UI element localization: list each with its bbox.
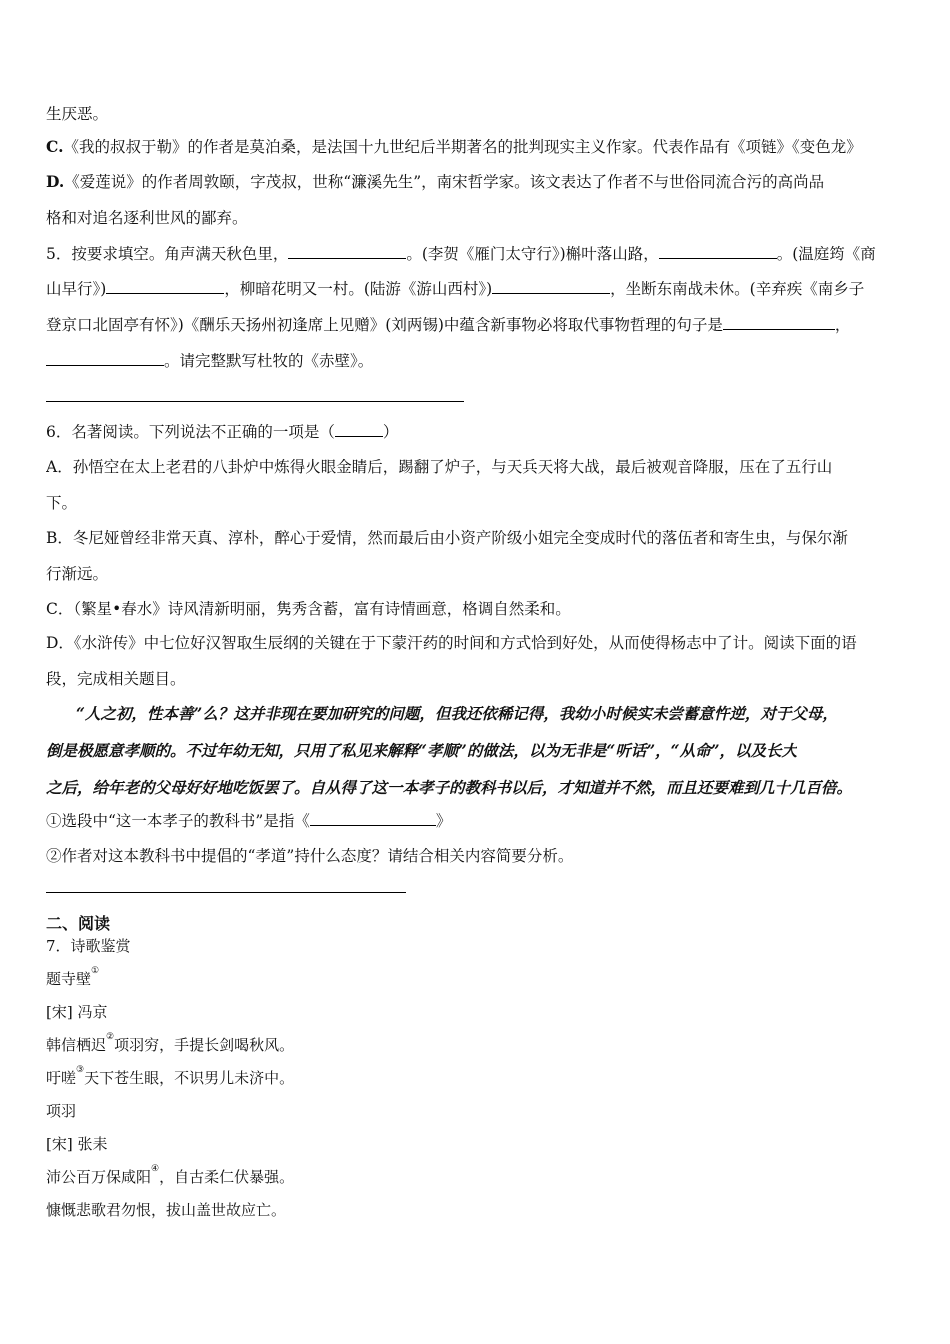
q6-stem [46, 420, 398, 442]
poem-text: 天下苍生眼，不识男儿未济中。 [84, 1069, 295, 1087]
poem-1-title [46, 968, 99, 989]
poem-title: 题寺壁 [46, 970, 92, 988]
q6-text: ） [382, 423, 399, 441]
fill-blank[interactable] [310, 810, 436, 826]
q5-text: 。(温庭筠《商 [776, 245, 876, 263]
option-d-line [46, 170, 824, 192]
option-text: C．（繁星•春水》诗风清新明丽，隽秀含蓄，富有诗情画意，格调自然柔和。 [46, 600, 571, 618]
fill-blank[interactable] [106, 278, 224, 294]
subq-text: ①选段中“这一本孝子的教科书”是指《 [46, 812, 310, 830]
poem-text: 沛公百万保咸阳 [46, 1168, 152, 1186]
q5-text: 登京口北固亭有怀》)《酬乐天扬州初逢席上见赠》(刘两锡)中蕴含新事物必将取代事物哲理的句子是 [46, 316, 723, 334]
fill-blank[interactable] [288, 243, 406, 259]
option-d-line-2 [46, 206, 248, 228]
poem-text: ，自古柔仁伏暴强。 [159, 1168, 295, 1186]
poem-1-author [46, 1001, 107, 1022]
option-text: 下。 [46, 494, 78, 512]
poem-text: 项羽穷，手提长剑喝秋风。 [114, 1036, 295, 1054]
poem-author: [宋] 张耒 [46, 1135, 108, 1153]
option-text: 《我的叔叔于勒》的作者是莫泊桑，是法国十九世纪后半期著名的批判现实主义作家。代表作品有《项链》《变色龙》 [63, 138, 862, 156]
poem-1-line-2 [46, 1067, 294, 1088]
section-title-text: 二、阅读 [46, 914, 111, 933]
option-text: 段，完成相关题目。 [46, 670, 186, 688]
option-text: B．冬尼娅曾经非常天真、淳朴，醉心于爱情，然而最后由小资产阶级小姐完全变成时代的落伍者和寄生虫，与保尔渐 [46, 529, 848, 547]
passage-line-3 [46, 776, 852, 798]
passage-text: “人之初，性本善”么？这并非现在要加研究的问题，但我还依稀记得，我幼小时候实未尝蓄意忤逆，对于父母， [76, 704, 838, 723]
poem-1-line-1 [46, 1034, 294, 1055]
text: 生厌恶。 [46, 105, 109, 123]
footnote-marker: ③ [76, 1065, 85, 1075]
passage-line-1 [76, 702, 838, 724]
q5-text: 5．按要求填空。角声满天秋色里， [46, 245, 289, 263]
q6-option-d [46, 631, 857, 653]
answer-line[interactable] [46, 401, 464, 402]
poem-2-line-1 [46, 1166, 294, 1187]
option-text: 《爱莲说》的作者周敦颐，字茂叔，世称“濂溪先生”，南宋哲学家。该文表达了作者不与世俗同流合污的高尚品 [64, 173, 825, 191]
poem-author: [宋] 冯京 [46, 1003, 108, 1021]
q6-option-a-2 [46, 491, 77, 513]
poem-text: 慷慨悲歌君勿恨，拔山盖世故应亡。 [46, 1201, 287, 1219]
option-text: 格和对追名逐利世风的鄙弃。 [46, 209, 248, 227]
fill-blank[interactable] [46, 350, 164, 366]
subq-text: 》 [435, 812, 452, 830]
subquestion-2 [46, 844, 573, 866]
q5-text: ，柳暗花明又一村。(陆游《游山西村》) [224, 280, 493, 298]
option-label: D. [46, 172, 65, 191]
q6-option-d-2 [46, 667, 186, 689]
text-line [46, 102, 108, 124]
passage-text: 之后，给年老的父母好好地吃饭罢了。自从得了这一本孝子的教科书以后，才知道并不然，而且还要难到几十几百倍。 [46, 778, 853, 797]
q5-text: ， [834, 316, 851, 334]
footnote-marker: ④ [151, 1164, 160, 1174]
poem-text: 韩信栖迟 [46, 1036, 107, 1054]
fill-blank[interactable] [723, 314, 835, 330]
poem-text: 吁嗟 [46, 1069, 77, 1087]
q6-option-b-2 [46, 562, 108, 584]
q7-title [46, 935, 131, 956]
footnote-marker: ② [106, 1032, 115, 1042]
poem-2-title [46, 1100, 76, 1121]
q6-option-a [46, 455, 832, 477]
subquestion-1 [46, 809, 451, 831]
q5-line-3 [46, 313, 850, 335]
subq-text: ②作者对这本教科书中提倡的“孝道”持什么态度？请结合相关内容简要分析。 [46, 847, 574, 865]
poem-2-line-2 [46, 1199, 286, 1220]
fill-blank[interactable] [335, 421, 383, 437]
footnote-marker: ① [91, 966, 100, 976]
q5-text: 。请完整默写杜牧的《赤壁》。 [164, 352, 374, 370]
answer-line[interactable] [46, 892, 406, 893]
q5-line-2 [46, 277, 864, 299]
option-label: C. [46, 137, 64, 156]
poem-title: 项羽 [46, 1102, 77, 1120]
q5-text: 山早行》) [46, 280, 107, 298]
fill-blank[interactable] [659, 243, 777, 259]
q7-text: 7．诗歌鉴赏 [46, 937, 131, 955]
passage-text: 倒是极愿意孝顺的。不过年幼无知，只用了私见来解释“孝顺”的做法，以为无非是“听话”，“从命”，以及长大 [46, 741, 797, 760]
q5-text: 。(李贺《雁门太守行》)槲叶落山路， [406, 245, 659, 263]
fill-blank[interactable] [492, 278, 610, 294]
poem-2-author [46, 1133, 107, 1154]
option-text: A．孙悟空在太上老君的八卦炉中炼得火眼金睛后，踢翻了炉子，与天兵天将大战，最后被观音降服，压在了五行山 [46, 458, 833, 476]
option-c-line [46, 135, 862, 157]
q6-text: 6．名著阅读。下列说法不正确的一项是（ [46, 423, 335, 441]
q5-line-4 [46, 349, 373, 371]
q6-option-b [46, 526, 848, 548]
q6-option-c [46, 597, 571, 619]
option-text: 行渐远。 [46, 565, 109, 583]
q5-line-1 [46, 242, 876, 264]
q5-text: ，坐断东南战未休。(辛弃疾《南乡子 [610, 280, 865, 298]
section-title [46, 911, 110, 934]
passage-line-2 [46, 739, 797, 761]
option-text: D．《水浒传》中七位好汉智取生辰纲的关键在于下蒙汗药的时间和方式恰到好处，从而使得杨志中了计。阅读下面的语 [46, 634, 857, 652]
